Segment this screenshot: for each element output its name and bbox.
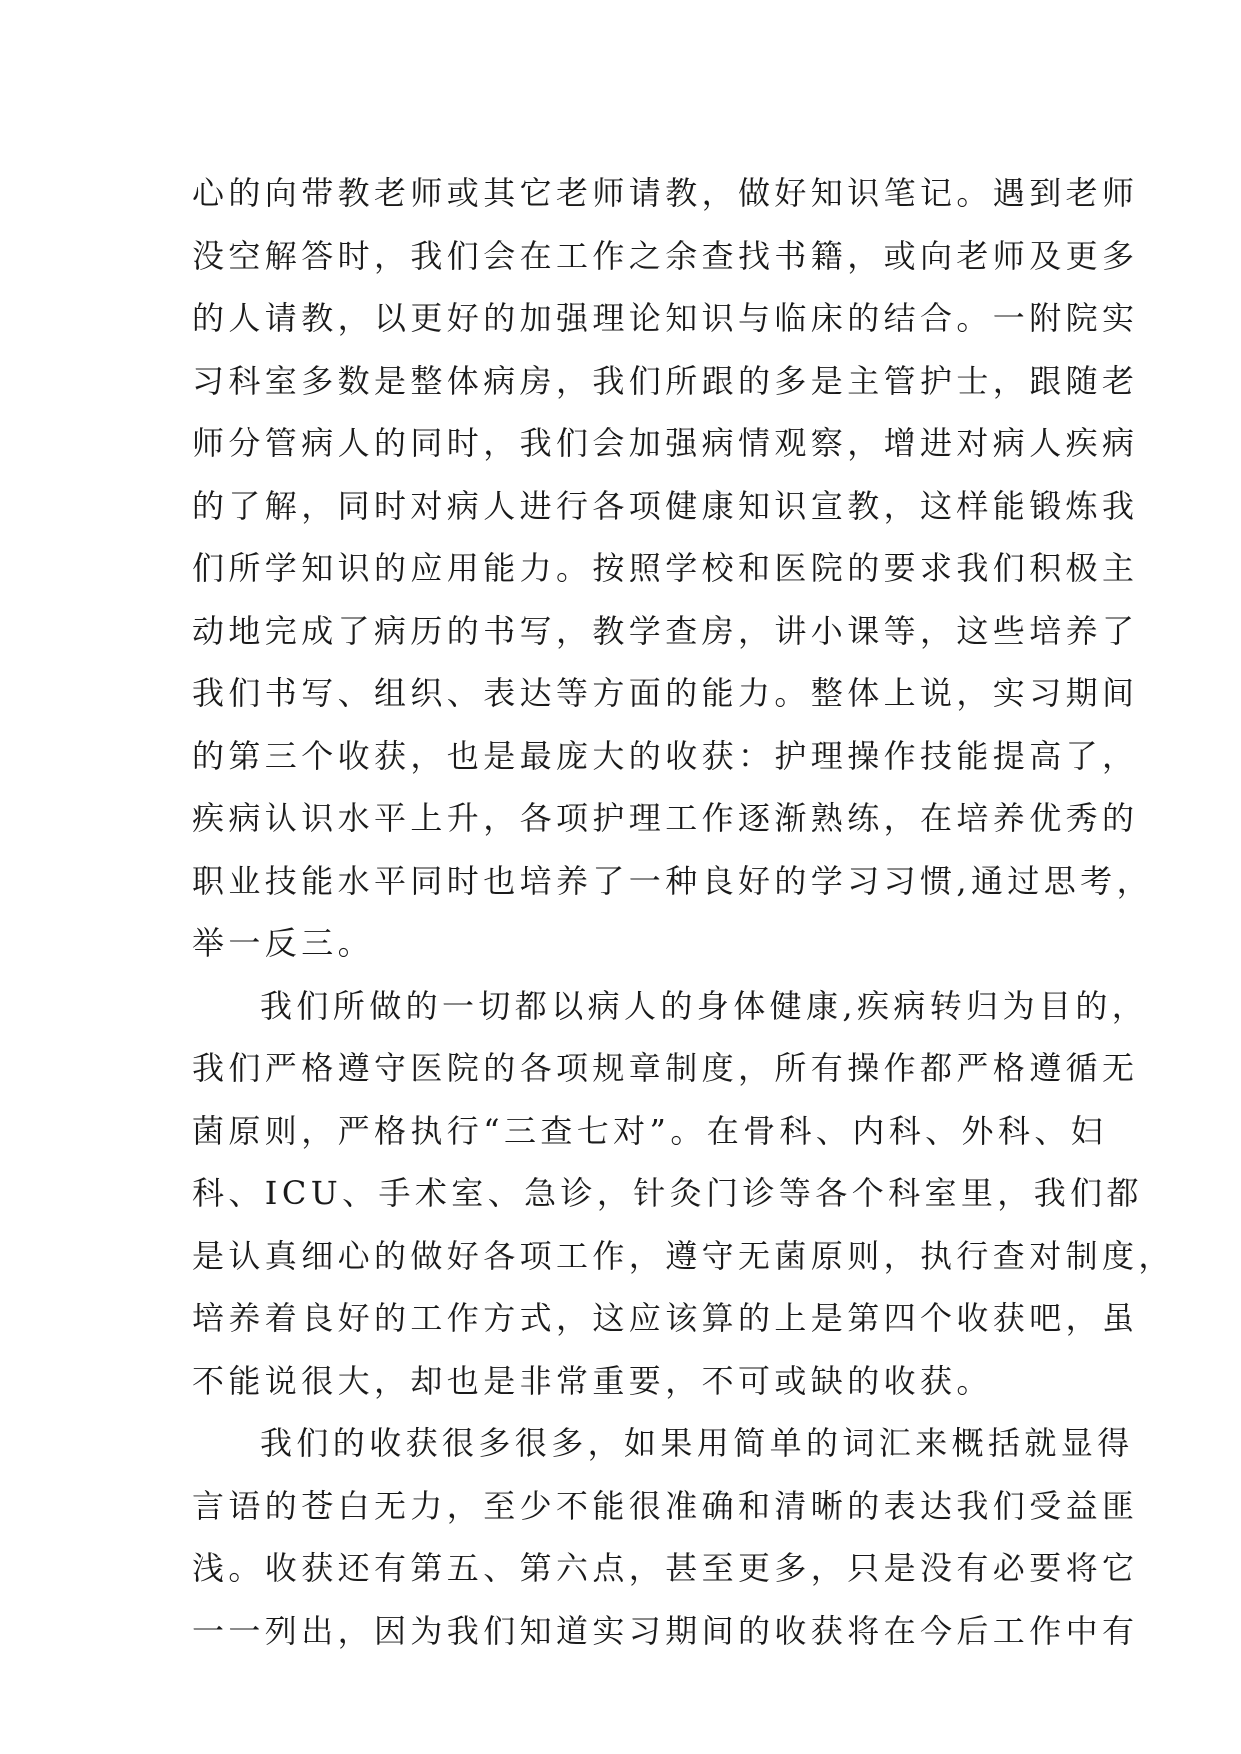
text-line: 习科室多数是整体病房，我们所跟的多是主管护士，跟随老 — [192, 361, 1139, 400]
text-line: 我们严格遵守医院的各项规章制度，所有操作都严格遵循无 — [192, 1049, 1139, 1087]
text-line: 动地完成了病历的书写，教学查房，讲小课等，这些培养了 — [192, 611, 1139, 650]
text-line: 培养着良好的工作方式，这应该算的上是第四个收获吧，虽 — [192, 1299, 1139, 1337]
paragraph-first-line: 我们所做的一切都以病人的身体健康,疾病转归为目的， — [260, 986, 1149, 1025]
paragraph-first-line: 我们的收获很多很多，如果用简单的词汇来概括就显得 — [260, 1424, 1134, 1462]
text-line: 的第三个收获，也是最庞大的收获：护理操作技能提高了， — [192, 736, 1139, 775]
text-line: 科、ICU、手术室、急诊，针灸门诊等各个科室里，我们都 — [192, 1174, 1143, 1212]
paragraph-end-line: 举一反三。 — [192, 924, 375, 962]
body-text — [192, 162, 1175, 1662]
text-line: 言语的苍白无力，至少不能很准确和清晰的表达我们受益匪 — [192, 1486, 1139, 1525]
text-line: 心的向带教老师或其它老师请教，做好知识笔记。遇到老师 — [192, 174, 1139, 212]
text-line: 的了解，同时对病人进行各项健康知识宣教，这样能锻炼我 — [192, 486, 1139, 525]
text-line: 师分管病人的同时，我们会加强病情观察，增进对病人疾病 — [192, 424, 1139, 462]
paragraph-end-line: 不能说很大，却也是非常重要，不可或缺的收获。 — [192, 1361, 993, 1400]
text-line: 职业技能水平同时也培养了一种良好的学习习惯,通过思考， — [192, 861, 1153, 900]
text-line: 没空解答时，我们会在工作之余查找书籍，或向老师及更多 — [192, 236, 1139, 275]
text-line: 一一列出，因为我们知道实习期间的收获将在今后工作中有 — [192, 1611, 1139, 1650]
text-line: 我们书写、组织、表达等方面的能力。整体上说，实习期间 — [192, 674, 1139, 712]
text-line: 菌原则，严格执行“三查七对”。在骨科、内科、外科、妇 — [192, 1111, 1108, 1150]
text-line: 的人请教，以更好的加强理论知识与临床的结合。一附院实 — [192, 299, 1139, 337]
text-line: 疾病认识水平上升，各项护理工作逐渐熟练，在培养优秀的 — [192, 799, 1139, 837]
text-line: 浅。收获还有第五、第六点，甚至更多，只是没有必要将它 — [192, 1549, 1139, 1587]
text-line: 是认真细心的做好各项工作，遵守无菌原则，执行查对制度， — [192, 1236, 1175, 1275]
text-line: 们所学知识的应用能力。按照学校和医院的要求我们积极主 — [192, 549, 1139, 587]
